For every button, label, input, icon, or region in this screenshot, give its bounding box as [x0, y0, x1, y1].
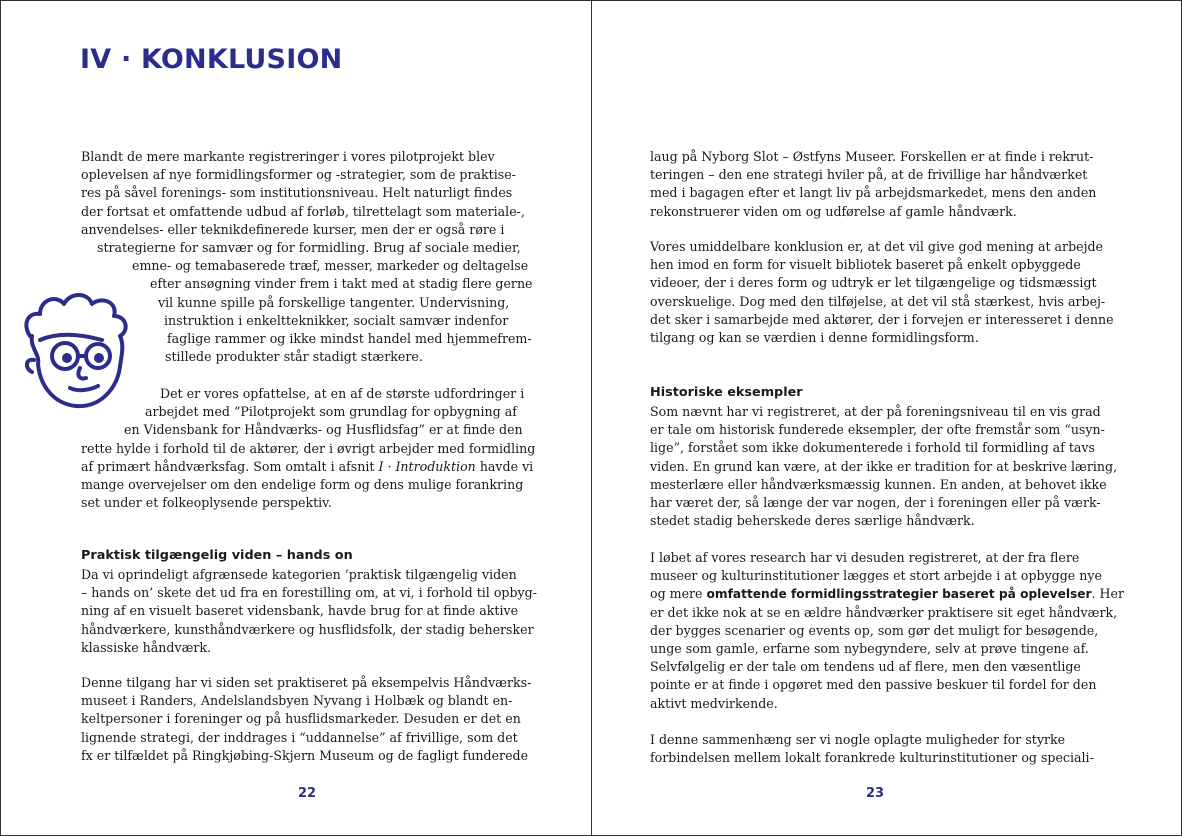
left-paragraph-4 [81, 674, 531, 765]
text-line: Som nævnt har vi registreret, at der på foreningsniveau til en vis grad [650, 404, 1101, 419]
text-line: emne- og temabaserede træf, messer, markeder og deltagelse [132, 258, 529, 274]
text-line: det sker i samarbejde med aktører, der i forvejen er interesseret i denne [650, 311, 1114, 327]
text-line: hen imod en form for visuelt bibliotek baseret på enkelt opbyggede [650, 257, 1081, 273]
text-line: med i bagagen efter et langt liv på arbejdsmarkedet, mens den anden [650, 185, 1097, 201]
text-line: instruktion i enkeltteknikker, socialt samvær indenfor [164, 312, 509, 328]
text-line: museer og kulturinstitutioner lægges et stort arbejde i at opbygge nye [650, 568, 1102, 584]
text-line: museet i Randers, Andelslandsbyen Nyvang i Holbæk og blandt en- [81, 693, 513, 709]
right-paragraph-1 [650, 148, 1096, 221]
text-line: laug på Nyborg Slot – Østfyns Museer. Forskellen er at finde i rekrut- [650, 149, 1094, 164]
text-line: er det ikke nok at se en ældre håndværker praktisere sit eget håndværk, [650, 604, 1118, 620]
text-line: oplevelsen af nye formidlingsformer og -strategier, som de praktise- [81, 167, 516, 183]
text-line: I denne sammenhæng ser vi nogle oplagte muligheder for styrke [650, 732, 1066, 747]
text-line: Selvfølgelig er der tale om tendens ud af flere, men den væsentlige [650, 659, 1081, 675]
text-line: tilgang og kan se værdien i denne formidlingsform. [650, 329, 979, 345]
text-line: unge som gamle, erfarne som nybegyndere, selv at prøve tingene af. [650, 640, 1089, 656]
text-line: Denne tilgang har vi siden set praktiseret på eksempelvis Håndværks- [81, 675, 532, 690]
text-run: af primært håndværksfag. Som omtalt i afsnit [81, 458, 375, 474]
text-line: fx er tilfældet på Ringkjøbing-Skjern Museum og de fagligt funderede [81, 747, 529, 763]
text-line: lignende strategi, der inddrages i “uddannelse” af frivillige, som det [81, 729, 518, 745]
text-line: stillede produkter står stadigt stærkere. [165, 349, 423, 365]
text-line: Vores umiddelbare konklusion er, at det vil give god mening at arbejde [650, 239, 1104, 254]
text-line: strategierne for samvær og for formidling. Brug af sociale medier, [97, 239, 521, 255]
right-paragraph-2 [650, 238, 1114, 347]
text-line: forbindelsen mellem lokalt forankrede kulturinstitutioner og speciali- [650, 750, 1094, 766]
text-run: . Her [1091, 586, 1125, 602]
text-run: havde vi [479, 458, 534, 474]
text-line: res på såvel forenings- som institutionsniveau. Helt naturligt findes [81, 185, 513, 201]
text-line [81, 458, 535, 476]
text-line: viden. En grund kan være, at der ikke er tradition for at beskrive læring, [650, 458, 1118, 474]
text-line: set under et folkeoplysende perspektiv. [81, 495, 332, 511]
page-number: 22 [298, 786, 317, 801]
text-run: og mere [650, 586, 703, 602]
text-line: anvendelses- eller teknikdefinerede kurser, men der er også røre i [81, 221, 505, 237]
text-line: der fortsat et omfattende udbud af forløb, tilrettelagt som materiale-, [81, 203, 525, 219]
text-line: Det er vores opfattelse, at en af de største udfordringer i [160, 386, 525, 401]
text-line: aktivt medvirkende. [650, 695, 778, 711]
text-line: klassiske håndværk. [81, 639, 212, 655]
text-line: keltpersoner i foreninger og på husflidsmarkeder. Desuden er det en [81, 711, 521, 727]
left-paragraph-1 [81, 148, 533, 366]
text-line: en Vidensbank for Håndværks- og Husflidsfag” er at finde den [124, 422, 523, 438]
page-gutter [591, 0, 592, 836]
text-line: stedet stadig beherskede deres særlige håndværk. [650, 513, 975, 529]
text-line: I løbet af vores research har vi desuden registreret, at der fra flere [650, 550, 1080, 565]
text-line: pointe er at finde i opgøret med den passive beskuer til fordel for den [650, 677, 1097, 693]
text-line: faglige rammer og ikke mindst handel med hjemmefrem- [167, 330, 532, 346]
text-line: lige”, forstået som ikke dokumenterede i forhold til formidling af tavs [650, 440, 1096, 456]
text-line: overskuelige. Dog med den tilføjelse, at det vil stå stærkest, hvis arbej- [650, 293, 1106, 309]
text-line: håndværkere, kunsthåndværkere og husflidsfolk, der stadig behersker [81, 621, 534, 637]
chapter-heading: IV · KONKLUSION [80, 44, 343, 75]
text-line: efter ansøgning vinder frem i takt med at stadig flere gerne [150, 276, 533, 292]
text-line: – hands on’ skete det ud fra en forestilling om, at vi, i forhold til opbyg- [81, 585, 537, 601]
text-line: rette hylde i forhold til de aktører, der i øvrigt arbejder med formidling [81, 440, 536, 456]
section-subheading: Praktisk tilgængelig viden – hands on [81, 548, 353, 563]
text-line: der bygges scenarier og events op, som gør det muligt for besøgende, [650, 622, 1099, 638]
right-paragraph-5 [650, 731, 1094, 767]
section-subheading: Historiske eksempler [650, 385, 803, 400]
left-paragraph-3 [81, 566, 537, 657]
left-paragraph-2 [81, 385, 535, 512]
page-number: 23 [866, 786, 885, 801]
right-paragraph-3 [650, 403, 1117, 530]
text-line: vil kunne spille på forskellige tangenter. Undervisning, [158, 294, 510, 310]
text-line: er tale om historisk funderede eksempler, der ofte fremstår som “usyn- [650, 422, 1105, 438]
text-line: arbejdet med “Pilotprojekt som grundlag for opbygning af [145, 404, 517, 420]
text-line: Da vi oprindeligt afgrænsede kategorien ‘praktisk tilgængelig viden [81, 567, 517, 582]
text-line: Blandt de mere markante registreringer i vores pilotprojekt blev [81, 149, 495, 164]
right-paragraph-4 [650, 549, 1124, 713]
text-line: ning af en visuelt baseret vidensbank, havde brug for at finde aktive [81, 603, 519, 619]
text-line: videoer, der i deres form og udtryk er let tilgængelige og tidsmæssigt [650, 275, 1097, 291]
italic-reference: I · Introduktion [378, 458, 476, 474]
text-line: mange overvejelser om den endelige form og dens mulige forankring [81, 476, 524, 492]
text-line: rekonstruerer viden om og udførelse af gamle håndværk. [650, 203, 1017, 219]
text-line [650, 585, 1124, 603]
text-line: mesterlære eller håndværksmæssig kunnen. En anden, at behovet ikke [650, 476, 1107, 492]
text-line: teringen – den ene strategi hviler på, at de frivillige har håndværket [650, 167, 1088, 183]
bold-emphasis: omfattende formidlingsstrategier baseret på oplevelser [706, 587, 1092, 602]
text-line: har været der, så længe der var nogen, der i foreningen eller på værk- [650, 494, 1101, 510]
